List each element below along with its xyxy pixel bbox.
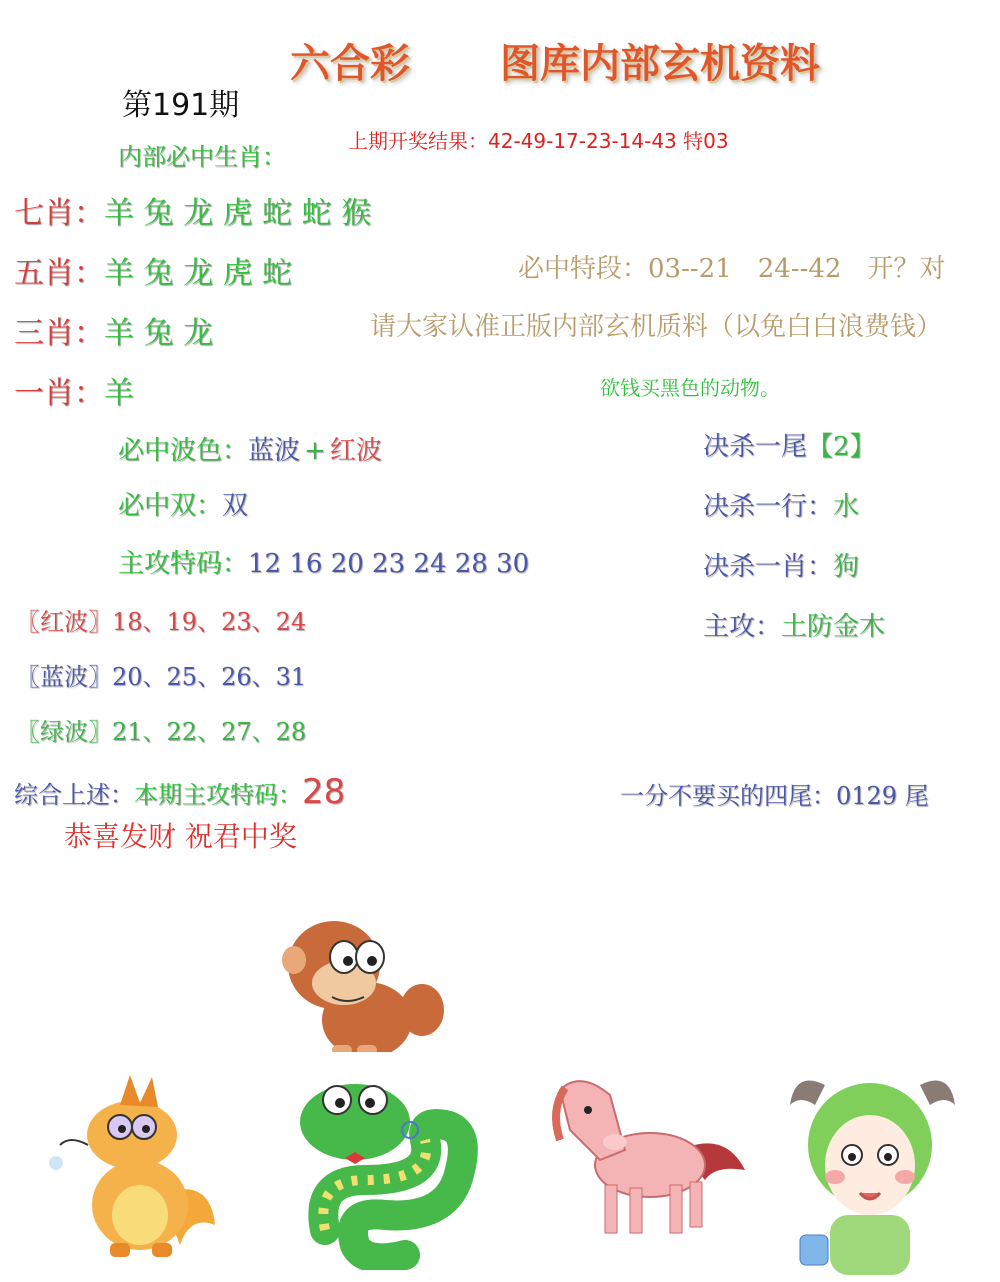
zodiac-row-value: 羊 兔 龙 虎 蛇: [104, 256, 293, 291]
zodiac-row: [14, 248, 292, 292]
wave-blue-line: [16, 657, 306, 692]
kill-element-value: 水: [833, 492, 860, 522]
kill-tail-label: 决杀一尾: [703, 432, 808, 462]
special-segment: 必中特段：03--21 24--42 开？对: [518, 254, 946, 284]
snake-icon: [285, 1070, 485, 1270]
zodiac-row-value: 羊 兔 龙: [104, 316, 214, 351]
wave-color-plus: +: [304, 436, 326, 466]
riddle: 欲钱买黑色的动物。: [600, 376, 780, 400]
zodiac-row-label: 七肖：: [14, 196, 104, 231]
zodiac-row-label: 五肖：: [14, 256, 104, 291]
notice: 请大家认准正版内部玄机质料（以免白白浪费钱）: [370, 312, 943, 342]
main-codes-label: 主攻特码：: [118, 549, 249, 579]
kill-element-label: 决杀一行：: [703, 492, 834, 522]
zodiac-row-value: 羊 兔 龙 虎 蛇 蛇 猴: [104, 196, 372, 231]
main-codes-line: [118, 543, 529, 580]
main-attack-value: 土防金木: [781, 612, 886, 642]
main-codes-value: 12 16 20 23 24 28 30: [248, 549, 530, 579]
zodiac-row-label: 一肖：: [14, 376, 104, 411]
wave-blue-label: 〖蓝波〗: [16, 663, 112, 691]
wave-red-line: [16, 602, 306, 637]
wave-color-label: 必中波色：: [118, 436, 249, 466]
odd-even-value: 双: [222, 491, 249, 521]
zodiac-row: [14, 368, 134, 412]
kill-element: [703, 486, 859, 523]
kill-zodiac-label: 决杀一肖：: [703, 552, 834, 582]
zodiac-row-label: 三肖：: [14, 316, 104, 351]
monkey-icon: [272, 905, 457, 1060]
summary-label: 综合上述：: [14, 781, 134, 809]
wave-blue-values: 20、25、26、31: [112, 663, 307, 691]
kill-zodiac: [703, 546, 859, 583]
dragon-icon: [40, 1065, 240, 1265]
wave-red-label: 〖红波〗: [16, 608, 112, 636]
odd-even-label: 必中双：: [118, 491, 223, 521]
horse-icon: [510, 1070, 755, 1240]
wave-color-line: [118, 430, 382, 467]
goat-icon: [770, 1065, 980, 1280]
inner-label: 内部必中生肖：: [118, 143, 286, 171]
wave-green-values: 21、22、27、28: [112, 718, 307, 746]
wave-red-values: 18、19、23、24: [112, 608, 307, 636]
summary-sub: 本期主攻特码：: [134, 781, 302, 809]
zodiac-row-value: 羊: [104, 376, 134, 411]
wave-color-blue: 蓝波: [248, 436, 301, 466]
divider: [20, 1052, 980, 1058]
title-right: 图库内部玄机资料: [500, 41, 820, 87]
zodiac-row: [14, 308, 213, 352]
wave-green-label: 〖绿波〗: [16, 718, 112, 746]
kill-zodiac-value: 狗: [833, 552, 860, 582]
kill-tail-value: 【2】: [807, 432, 876, 462]
summary-line: [14, 772, 345, 812]
title-left: 六合彩: [290, 41, 410, 87]
kill-tail: [703, 426, 876, 463]
last-result: 上期开奖结果：42-49-17-23-14-43 特03: [348, 129, 729, 153]
wave-color-red: 红波: [329, 436, 382, 466]
blessing: 恭喜发财 祝君中奖: [64, 820, 297, 853]
issue-number: 第191期: [122, 88, 240, 123]
wave-green-line: [16, 712, 306, 747]
odd-even-line: [118, 485, 248, 522]
summary-value: 28: [302, 772, 346, 812]
main-attack-label: 主攻：: [703, 612, 782, 642]
main-attack: [703, 606, 885, 643]
tails-line: 一分不要买的四尾：0129 尾: [620, 782, 929, 810]
zodiac-row: [14, 188, 371, 232]
